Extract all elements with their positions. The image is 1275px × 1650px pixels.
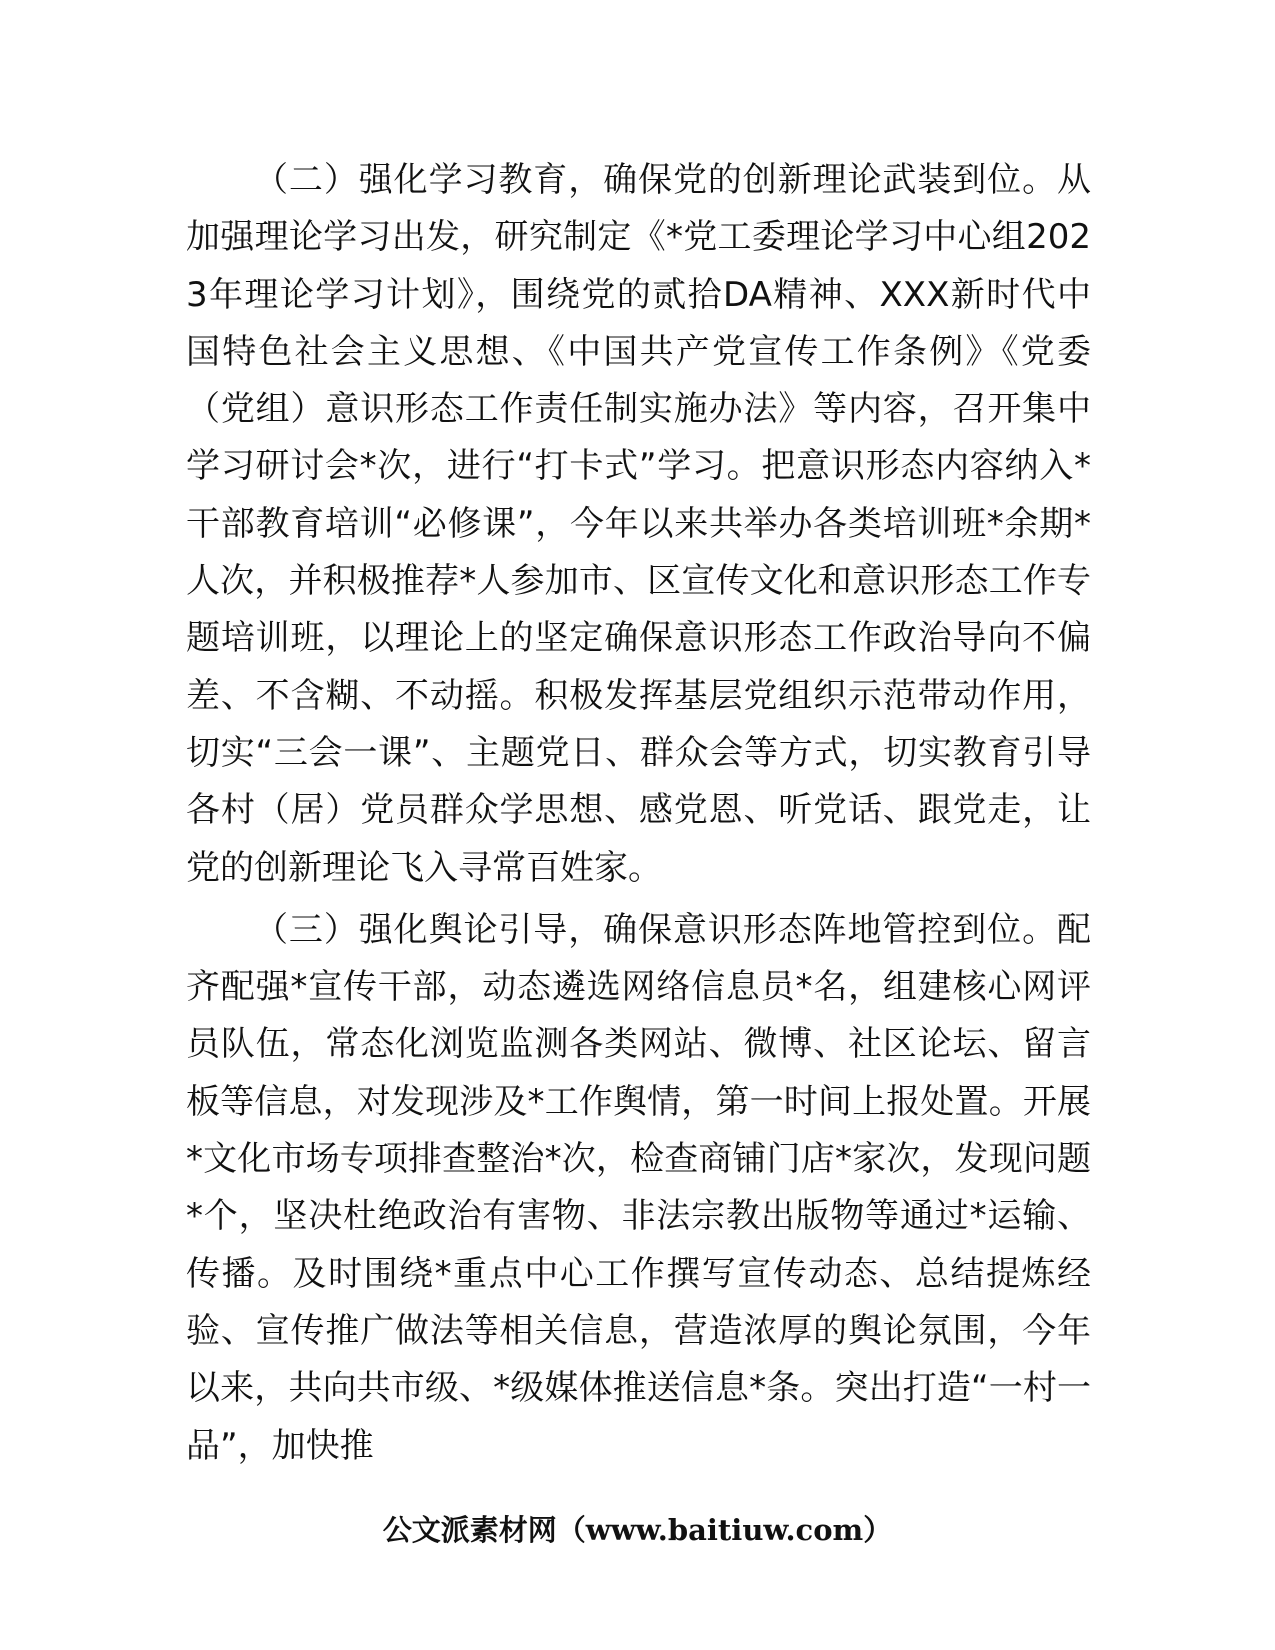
paragraph-section-2: （二）强化学习教育，确保党的创新理论武装到位。从加强理论学习出发，研究制定《*党工委理论学习中心组2023年理论学习计划》，围绕党的贰拾DA精神、XXX新时代中国特色社会主义思想、《中国共产党宣传工作条例》《党委（党组）意识形态工作责任制实施办法》等内容，召开集中学习研讨会*次，进行“打卡式”学习。把意识形态内容纳入*干部教育培训“必修课”，今年以来共举办各类培训班*余期*人次，并积极推荐*人参加市、区宣传文化和意识形态工作专题培训班，以理论上的坚定确保意识形态工作政治导向不偏差、不含糊、不动摇。积极发挥基层党组织示范带动作用，切实“三会一课”、主题党日、群众会等方式，切实教育引导各村（居）党员群众学思想、感党恩、听党话、跟党走，让党的创新理论飞入寻常百姓家。 bbox=[186, 160, 1091, 888]
paragraph-section-3: （三）强化舆论引导，确保意识形态阵地管控到位。配齐配强*宣传干部，动态遴选网络信息员*名，组建核心网评员队伍，常态化浏览监测各类网站、微博、社区论坛、留言板等信息，对发现涉及*工作舆情，第一时间上报处置。开展*文化市场专项排查整治*次，检查商铺门店*家次，发现问题*个，坚决杜绝政治有害物、非法宗教出版物等通过*运输、传播。及时围绕*重点中心工作撰写宣传动态、总结提炼经验、宣传推广做法等相关信息，营造浓厚的舆论氛围，今年以来，共向共市级、*级媒体推送信息*条。突出打造“一村一品”，加快推 bbox=[186, 909, 1091, 1466]
watermark-footer: 公文派素材网（www.baitiuw.com） bbox=[382, 1513, 893, 1547]
document-body bbox=[186, 152, 1091, 1480]
